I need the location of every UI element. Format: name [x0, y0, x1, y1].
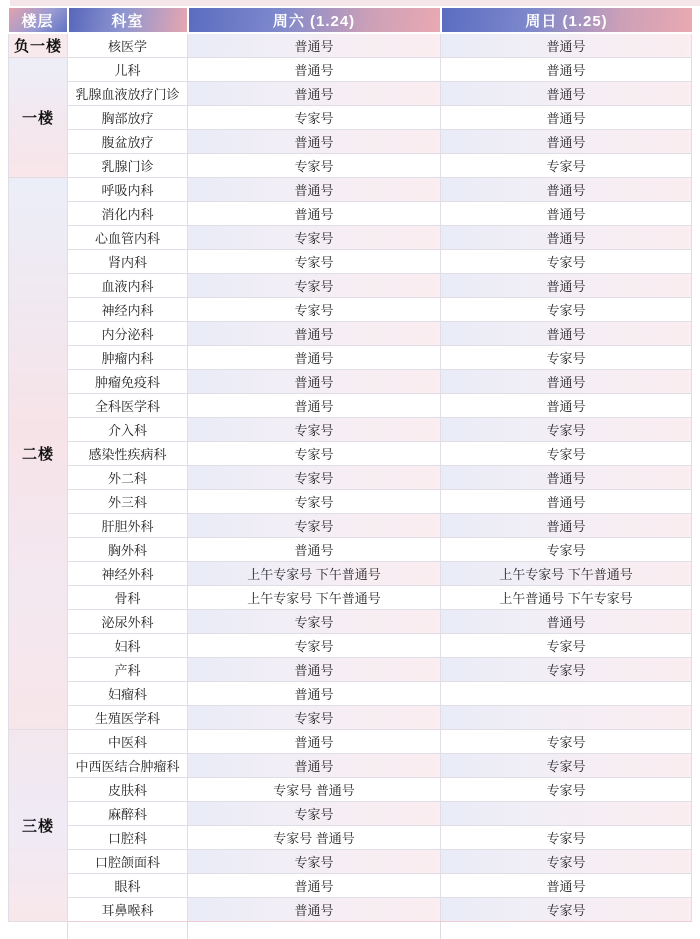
table-row: [9, 898, 692, 922]
saturday-cell: 专家号: [188, 250, 441, 274]
saturday-cell: 专家号: [188, 706, 441, 730]
saturday-cell: 专家号: [188, 418, 441, 442]
sunday-cell: 专家号: [441, 418, 692, 442]
sunday-cell: [441, 682, 692, 706]
table-row: [9, 610, 692, 634]
table-row: [9, 634, 692, 658]
floor-cell: 二楼: [9, 178, 68, 730]
saturday-cell: 普通号: [188, 130, 441, 154]
saturday-cell: 专家号: [188, 634, 441, 658]
department-cell: 核医学: [68, 33, 188, 58]
header-saturday: 周六 (1.24): [188, 8, 441, 33]
saturday-cell: 普通号: [188, 658, 441, 682]
saturday-cell: 专家号: [188, 226, 441, 250]
department-cell: 泌尿外科: [68, 610, 188, 634]
sunday-cell: 专家号: [441, 346, 692, 370]
saturday-cell: 专家号: [188, 106, 441, 130]
header-row: [9, 8, 692, 33]
department-cell: 神经外科: [68, 562, 188, 586]
department-cell: 肝胆外科: [68, 514, 188, 538]
department-cell: 腹盆放疗: [68, 130, 188, 154]
empty-cell: [188, 922, 441, 939]
floor-cell: 一楼: [9, 58, 68, 178]
schedule-table: [8, 8, 692, 939]
department-cell: 感染性疾病科: [68, 442, 188, 466]
sunday-cell: 普通号: [441, 178, 692, 202]
sunday-cell: 专家号: [441, 634, 692, 658]
department-cell: 全科医学科: [68, 394, 188, 418]
saturday-cell: 专家号: [188, 154, 441, 178]
saturday-cell: 专家号: [188, 802, 441, 826]
floor-cell: 负一楼: [9, 33, 68, 58]
saturday-cell: 普通号: [188, 394, 441, 418]
table-row: [9, 250, 692, 274]
sunday-cell: 普通号: [441, 274, 692, 298]
table-row: [9, 802, 692, 826]
sunday-cell: 普通号: [441, 322, 692, 346]
table-row: [9, 322, 692, 346]
sunday-cell: 专家号: [441, 754, 692, 778]
table-row: [9, 538, 692, 562]
table-row: [9, 370, 692, 394]
saturday-cell: 普通号: [188, 538, 441, 562]
sunday-cell: 普通号: [441, 370, 692, 394]
sunday-cell: 专家号: [441, 154, 692, 178]
department-cell: 内分泌科: [68, 322, 188, 346]
schedule-table-header: [9, 8, 692, 33]
sunday-cell: 普通号: [441, 514, 692, 538]
department-cell: 麻醉科: [68, 802, 188, 826]
saturday-cell: 专家号: [188, 490, 441, 514]
table-row: [9, 490, 692, 514]
department-cell: 胸部放疗: [68, 106, 188, 130]
sunday-cell: 专家号: [441, 658, 692, 682]
table-row: [9, 682, 692, 706]
department-cell: 皮肤科: [68, 778, 188, 802]
table-row: [9, 346, 692, 370]
department-cell: 骨科: [68, 586, 188, 610]
sunday-cell: 上午专家号 下午普通号: [441, 562, 692, 586]
saturday-cell: 专家号: [188, 298, 441, 322]
sunday-cell: 普通号: [441, 106, 692, 130]
schedule-table-body: [9, 33, 692, 939]
saturday-cell: 普通号: [188, 202, 441, 226]
table-row: [9, 442, 692, 466]
table-row: [9, 562, 692, 586]
saturday-cell: 普通号: [188, 682, 441, 706]
saturday-cell: 普通号: [188, 33, 441, 58]
header-floor: 楼层: [9, 8, 68, 33]
department-cell: 产科: [68, 658, 188, 682]
saturday-cell: 专家号: [188, 466, 441, 490]
sunday-cell: 专家号: [441, 850, 692, 874]
department-cell: 心血管内科: [68, 226, 188, 250]
saturday-cell: 专家号: [188, 850, 441, 874]
table-row: [9, 58, 692, 82]
saturday-cell: 普通号: [188, 82, 441, 106]
sunday-cell: 专家号: [441, 442, 692, 466]
saturday-cell: 专家号: [188, 274, 441, 298]
table-row: [9, 394, 692, 418]
department-cell: 生殖医学科: [68, 706, 188, 730]
empty-cell: [68, 922, 188, 939]
sunday-cell: 普通号: [441, 58, 692, 82]
sunday-cell: 专家号: [441, 778, 692, 802]
sunday-cell: 普通号: [441, 82, 692, 106]
department-cell: 中医科: [68, 730, 188, 754]
saturday-cell: 普通号: [188, 322, 441, 346]
table-row: [9, 130, 692, 154]
department-cell: 肿瘤内科: [68, 346, 188, 370]
table-row: [9, 274, 692, 298]
department-cell: 乳腺血液放疗门诊: [68, 82, 188, 106]
table-row: [9, 418, 692, 442]
department-cell: 介入科: [68, 418, 188, 442]
saturday-cell: 普通号: [188, 58, 441, 82]
sunday-cell: 普通号: [441, 202, 692, 226]
sunday-cell: [441, 706, 692, 730]
saturday-cell: 专家号 普通号: [188, 826, 441, 850]
table-row: [9, 154, 692, 178]
department-cell: 耳鼻喉科: [68, 898, 188, 922]
table-row: [9, 298, 692, 322]
department-cell: 外三科: [68, 490, 188, 514]
sunday-cell: 普通号: [441, 466, 692, 490]
saturday-cell: 专家号: [188, 514, 441, 538]
table-row: [9, 850, 692, 874]
table-row: [9, 202, 692, 226]
department-cell: 神经内科: [68, 298, 188, 322]
sunday-cell: 普通号: [441, 490, 692, 514]
sunday-cell: 普通号: [441, 874, 692, 898]
department-cell: 呼吸内科: [68, 178, 188, 202]
saturday-cell: 普通号: [188, 754, 441, 778]
table-row: [9, 586, 692, 610]
table-row: [9, 466, 692, 490]
department-cell: 妇科: [68, 634, 188, 658]
department-cell: 中西医结合肿瘤科: [68, 754, 188, 778]
sunday-cell: 专家号: [441, 538, 692, 562]
department-cell: 肿瘤免疫科: [68, 370, 188, 394]
saturday-cell: 上午专家号 下午普通号: [188, 586, 441, 610]
department-cell: 血液内科: [68, 274, 188, 298]
department-cell: 乳腺门诊: [68, 154, 188, 178]
department-cell: 眼科: [68, 874, 188, 898]
top-edge-strip: [10, 0, 700, 6]
table-row: [9, 874, 692, 898]
department-cell: 肾内科: [68, 250, 188, 274]
table-row: [9, 730, 692, 754]
sunday-cell: 普通号: [441, 130, 692, 154]
sunday-cell: 普通号: [441, 33, 692, 58]
table-row: [9, 33, 692, 58]
table-row: [9, 178, 692, 202]
sunday-cell: [441, 802, 692, 826]
floor-cell: 三楼: [9, 730, 68, 922]
saturday-cell: 普通号: [188, 730, 441, 754]
department-cell: 口腔科: [68, 826, 188, 850]
saturday-cell: 普通号: [188, 346, 441, 370]
table-row: [9, 514, 692, 538]
sunday-cell: 专家号: [441, 250, 692, 274]
sunday-cell: 专家号: [441, 826, 692, 850]
saturday-cell: 专家号: [188, 442, 441, 466]
header-department: 科室: [68, 8, 188, 33]
sunday-cell: 专家号: [441, 898, 692, 922]
sunday-cell: 普通号: [441, 394, 692, 418]
table-row: [9, 106, 692, 130]
empty-cell: [9, 922, 68, 939]
saturday-cell: 普通号: [188, 898, 441, 922]
sunday-cell: 普通号: [441, 226, 692, 250]
empty-cell: [441, 922, 692, 939]
saturday-cell: 普通号: [188, 178, 441, 202]
department-cell: 儿科: [68, 58, 188, 82]
department-cell: 妇瘤科: [68, 682, 188, 706]
table-row: [9, 778, 692, 802]
header-sunday: 周日 (1.25): [441, 8, 692, 33]
partial-empty-row: [9, 922, 692, 939]
table-row: [9, 658, 692, 682]
saturday-cell: 普通号: [188, 874, 441, 898]
sunday-cell: 专家号: [441, 298, 692, 322]
saturday-cell: 上午专家号 下午普通号: [188, 562, 441, 586]
department-cell: 外二科: [68, 466, 188, 490]
sunday-cell: 专家号: [441, 730, 692, 754]
table-row: [9, 754, 692, 778]
sunday-cell: 上午普通号 下午专家号: [441, 586, 692, 610]
table-row: [9, 226, 692, 250]
table-row: [9, 82, 692, 106]
department-cell: 胸外科: [68, 538, 188, 562]
sunday-cell: 普通号: [441, 610, 692, 634]
department-cell: 口腔颌面科: [68, 850, 188, 874]
table-row: [9, 826, 692, 850]
saturday-cell: 专家号: [188, 610, 441, 634]
department-cell: 消化内科: [68, 202, 188, 226]
table-row: [9, 706, 692, 730]
saturday-cell: 专家号 普通号: [188, 778, 441, 802]
saturday-cell: 普通号: [188, 370, 441, 394]
